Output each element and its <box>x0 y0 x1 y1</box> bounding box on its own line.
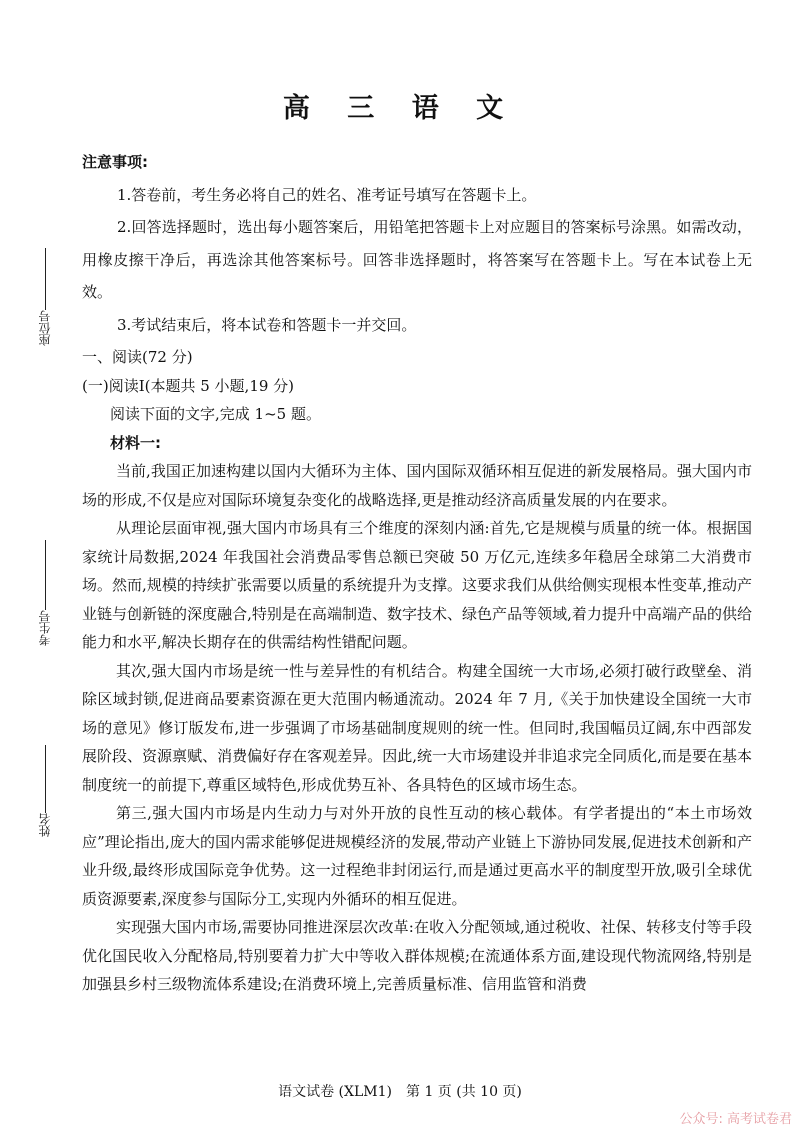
exam-id-field <box>38 540 52 646</box>
seat-number-label: 座位号 <box>38 310 52 346</box>
notice-item-3: 3.考试结束后，将本试卷和答题卡一并交回。 <box>117 315 417 334</box>
notice-section <box>82 146 752 341</box>
reading-section <box>82 343 752 999</box>
page-title: 高 三 语 文 <box>282 93 518 124</box>
section-heading: 一、阅读(72 分) <box>82 348 193 366</box>
paragraph-4: 第三,强大国内市场是内生动力与对外开放的良性互动的核心载体。有学者提出的“本土市场效应”理论指出,庞大的国内需求能够促进规模经济的发展,带动产业链上下游协同发展,促进技术创新和产业升级,最终形成国际竞争优势。这一过程绝非封闭运行,而是通过更高水平的制度型开放,吸引全球优质资源要素,深度参与国际分工,实现内外循环的相互促进。 <box>82 804 752 908</box>
exam-id-label: 考生号 <box>38 610 52 646</box>
seat-number-field <box>38 248 52 346</box>
notice-item-1: 1.答卷前，考生务必将自己的姓名、准考证号填写在答题卡上。 <box>117 185 537 204</box>
notice-heading: 注意事项: <box>82 153 148 171</box>
name-label: 姓名 <box>38 813 52 837</box>
paragraph-5: 实现强大国内市场,需要协同推进深层次改革:在收入分配领域,通过税收、社保、转移支付等手段优化国民收入分配格局,特别要着力扩大中等收入群体规模;在流通体系方面,建设现代物流网络,特别是加强县乡村三级物流体系建设;在消费环境上,完善质量标准、信用监管和消费 <box>82 918 752 993</box>
name-field <box>38 745 52 837</box>
paragraph-2: 从理论层面审视,强大国内市场具有三个维度的深刻内涵:首先,它是规模与质量的统一体。根据国家统计局数据,2024 年我国社会消费品零售总额已突破 50 万亿元,连续多年稳居全球第二大消费市场。然而,规模的持续扩张需要以质量的系统提升为支撑。这要求我们从供给侧实现根本性变革,推动产业链与创新链的深度融合,特别是在高端制造、数字技术、绿色产品等领域,着力提升中高端产品的供给能力和水平,解决长期存在的供需结构性错配问题。 <box>82 519 752 651</box>
name-line <box>45 745 46 813</box>
paragraph-1: 当前,我国正加速构建以国内大循环为主体、国内国际双循环相互促进的新发展格局。强大国内市场的形成,不仅是应对国际环境复杂变化的战略选择,更是推动经济高质量发展的内在要求。 <box>82 462 752 509</box>
reading-instruction: 阅读下面的文字,完成 1~5 题。 <box>110 405 321 423</box>
seat-number-line <box>45 248 46 310</box>
subsection-heading: (一)阅读Ⅰ(本题共 5 小题,19 分) <box>82 376 295 395</box>
notice-item-2: 2.回答选择题时，选出每小题答案后，用铅笔把答题卡上对应题目的答案标号涂黑。如需改动，用橡皮擦干净后，再选涂其他答案标号。回答非选择题时，将答案写在答题卡上。写在本试卷上无效。 <box>82 218 752 301</box>
material-label: 材料一: <box>110 433 161 452</box>
page-footer: 语文试卷 (XLM1) 第 1 页 (共 10 页) <box>278 1084 522 1100</box>
paragraph-3: 其次,强大国内市场是统一性与差异性的有机结合。构建全国统一大市场,必须打破行政壁垒、消除区域封锁,促进商品要素资源在更大范围内畅通流动。2024 年 7 月,《关于加快建设全国统一大市场的意见》修订版发布,进一步强调了市场基础制度规则的统一性。但同时,我国幅员辽阔,东中西部发展阶段、资源禀赋、消费偏好存在客观差异。因此,统一大市场建设并非追求完全同质化,而是要在基本制度统一的前提下,尊重区域特色,形成优势互补、各具特色的区域市场生态。 <box>82 661 752 794</box>
watermark: 公众号: 高考试卷君 <box>679 1112 792 1127</box>
exam-id-line <box>45 540 46 610</box>
